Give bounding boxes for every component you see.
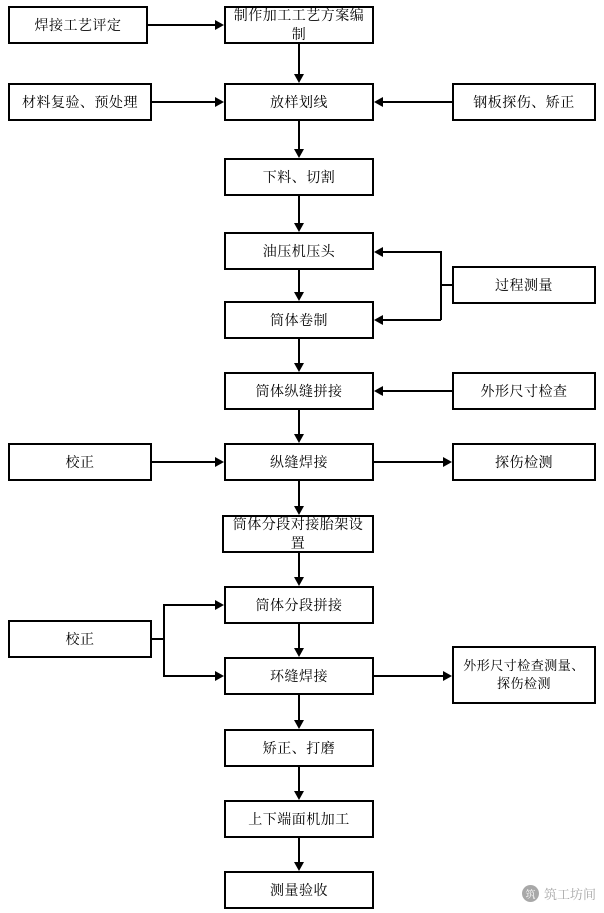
node-longitudinal-seam-welding[interactable]: 纵缝焊接 (224, 443, 374, 481)
connector-n11-n10 (383, 390, 452, 392)
node-dimension-check[interactable]: 外形尺寸检查 (452, 372, 596, 410)
arrowhead-n17-n16 (215, 600, 224, 610)
connector-n17-n16 (163, 604, 215, 606)
node-material-retest[interactable]: 材料复验、预处理 (8, 83, 152, 121)
arrowhead-n15-n16 (294, 577, 304, 586)
arrowhead-n13-n14 (443, 457, 452, 467)
arrowhead-n7-n9 (294, 292, 304, 301)
watermark (522, 884, 596, 903)
connector-n3-n4 (152, 101, 215, 103)
arrowhead-n16-n18 (294, 648, 304, 657)
node-end-face-machining[interactable]: 上下端面机加工 (224, 800, 374, 838)
node-segment-assembly[interactable]: 筒体分段拼接 (224, 586, 374, 624)
node-longitudinal-seam-assembly[interactable]: 筒体纵缝拼接 (224, 372, 374, 410)
arrowhead-n17-n18 (215, 671, 224, 681)
connector-n1-n2 (148, 24, 215, 26)
connector-n18-n20 (298, 695, 300, 720)
node-blanking-cutting[interactable]: 下料、切割 (224, 158, 374, 196)
watermark-text: 筑工坊间 (543, 887, 596, 902)
arrowhead-n21-n22 (294, 862, 304, 871)
node-process-measurement[interactable]: 过程测量 (452, 266, 596, 304)
connector-n17-bracket-vertical (163, 604, 165, 676)
node-shell-rolling[interactable]: 筒体卷制 (224, 301, 374, 339)
connector-n8-n7 (383, 251, 441, 253)
arrowhead-n6-n7 (294, 223, 304, 232)
connector-n17-n18 (163, 675, 215, 677)
arrowhead-n5-n4 (374, 97, 383, 107)
arrowhead-n11-n10 (374, 386, 383, 396)
node-measurement-acceptance[interactable]: 测量验收 (224, 871, 374, 909)
node-segment-jig-setup[interactable]: 筒体分段对接胎架设置 (222, 515, 374, 553)
connector-n5-n4 (383, 101, 452, 103)
arrowhead-n2-n4 (294, 74, 304, 83)
arrowhead-n10-n13 (294, 434, 304, 443)
node-straighten-grind[interactable]: 矫正、打磨 (224, 729, 374, 767)
arrowhead-n18-n19 (443, 671, 452, 681)
watermark-logo-icon: 筑 (522, 885, 539, 902)
node-circumferential-seam-welding[interactable]: 环缝焊接 (224, 657, 374, 695)
connector-n13-n14 (374, 461, 443, 463)
arrowhead-n12-n13 (215, 457, 224, 467)
connector-n20-n21 (298, 767, 300, 791)
connector-n10-n13 (298, 410, 300, 434)
node-hydraulic-press-head[interactable]: 油压机压头 (224, 232, 374, 270)
node-dimension-and-flaw-check[interactable]: 外形尺寸检查测量、探伤检测 (452, 646, 596, 704)
connector-n13-n15 (298, 481, 300, 506)
connector-n6-n7 (298, 196, 300, 223)
connector-n8-bracket (440, 284, 454, 286)
node-correction-1[interactable]: 校正 (8, 443, 152, 481)
arrowhead-n8-n7 (374, 247, 383, 257)
node-correction-2[interactable]: 校正 (8, 620, 152, 658)
connector-n18-n19 (374, 675, 443, 677)
node-process-plan[interactable]: 制作加工工艺方案编制 (224, 6, 374, 44)
connector-n8-bracket-vertical (440, 251, 442, 320)
connector-n2-n4 (298, 44, 300, 74)
arrowhead-n3-n4 (215, 97, 224, 107)
node-layout-marking[interactable]: 放样划线 (224, 83, 374, 121)
connector-n12-n13 (152, 461, 215, 463)
connector-n9-n10 (298, 339, 300, 363)
connector-n21-n22 (298, 838, 300, 862)
connector-n7-n9 (298, 270, 300, 292)
arrowhead-n20-n21 (294, 791, 304, 800)
node-plate-inspection[interactable]: 钢板探伤、矫正 (452, 83, 596, 121)
node-welding-procedure-qualification[interactable]: 焊接工艺评定 (8, 6, 148, 44)
connector-n15-n16 (298, 553, 300, 577)
node-flaw-detection[interactable]: 探伤检测 (452, 443, 596, 481)
connector-n4-n6 (298, 121, 300, 149)
arrowhead-n13-n15 (294, 506, 304, 515)
arrowhead-n18-n20 (294, 720, 304, 729)
arrowhead-n4-n6 (294, 149, 304, 158)
arrowhead-n9-n10 (294, 363, 304, 372)
connector-n8-n9 (383, 319, 441, 321)
arrowhead-n1-n2 (215, 20, 224, 30)
arrowhead-n8-n9 (374, 315, 383, 325)
connector-n16-n18 (298, 624, 300, 648)
